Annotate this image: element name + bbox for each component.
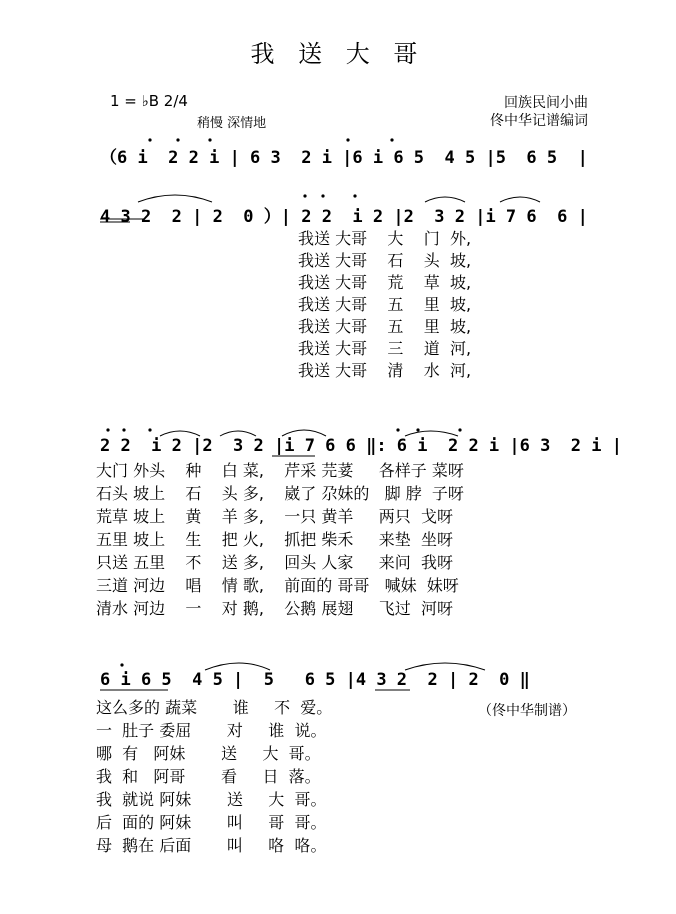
verse2-line-5: 只送 五里 不 送 多, 回头 人家 来问 我呀 (96, 553, 453, 572)
verse1-line-5: 我送 大哥 五 里 坡, (298, 317, 472, 336)
key-signature: 1 = ♭B 2/4 (110, 92, 188, 110)
verse3-line-2: 一 肚子 委屈 对 谁 说。 (96, 721, 327, 740)
verse1-line-7: 我送 大哥 清 水 河, (298, 361, 472, 380)
verse3-line-5: 我 就说 阿妹 送 大 哥。 (96, 790, 327, 809)
verse3-line-6: 后 面的 阿妹 叫 哥 哥。 (96, 813, 327, 832)
verse1-line-1: 我送 大哥 大 门 外, (298, 229, 472, 248)
verse3-line-4: 我 和 阿哥 看 日 落。 (96, 767, 321, 786)
verse2-line-2: 石头 坡上 石 头 多, 崴了 尕妹的 脚 脖 子呀 (96, 484, 464, 503)
verse1-line-4: 我送 大哥 五 里 坡, (298, 295, 472, 314)
verse1-line-2: 我送 大哥 石 头 坡, (298, 251, 472, 270)
notation-line-4: 6 i 6 5 4 5 | 5 6 5 |4 3 2 2 | 2 0 ‖ (100, 670, 530, 690)
verse2-line-3: 荒草 坡上 黄 羊 多, 一只 黄羊 两只 戈呀 (96, 507, 453, 526)
verse2-line-1: 大门 外头 种 白 菜, 芹采 芫荽 各样子 菜呀 (96, 461, 464, 480)
verse3-line-1: 这么多的 蔬菜 谁 不 爱。 (96, 698, 333, 717)
verse3-line-7: 母 鹅在 后面 叫 咯 咯。 (96, 836, 327, 855)
verse2-line-6: 三道 河边 唱 情 歌, 前面的 哥哥 喊妹 妹呀 (96, 576, 459, 595)
notation-line-2: 4 3 2 2 | 2 0 ）| 2 2 i 2 |2 3 2 |i 7 6 6 | (100, 207, 588, 227)
tempo-marking: 稍慢 深情地 (197, 116, 267, 131)
verse2-line-7: 清水 河边 一 对 鹅, 公鹅 展翅 飞过 河呀 (96, 599, 453, 618)
arranger-credit: 佟中华记谱编词 (490, 113, 588, 129)
verse2-line-4: 五里 坡上 生 把 火, 抓把 柴禾 来垫 坐呀 (96, 530, 453, 549)
verse1-line-3: 我送 大哥 荒 草 坡, (298, 273, 472, 292)
notation-line-1: （6 i 2 2 i | 6 3 2 i |6 i 6 5 4 5 |5 6 5 | (100, 148, 588, 168)
verse3-line-3: 哪 有 阿妹 送 大 哥。 (96, 744, 321, 763)
song-title: 我 送 大 哥 (250, 40, 426, 68)
verse1-line-6: 我送 大哥 三 道 河, (298, 339, 472, 358)
song-origin: 回族民间小曲 (504, 95, 588, 111)
score-credit: （佟中华制谱） (478, 703, 576, 719)
notation-line-3: 2 2 i 2 |2 3 2 |i 7 6 6 ‖: 6 i 2 2 i |6 3 2 i | (100, 436, 622, 456)
